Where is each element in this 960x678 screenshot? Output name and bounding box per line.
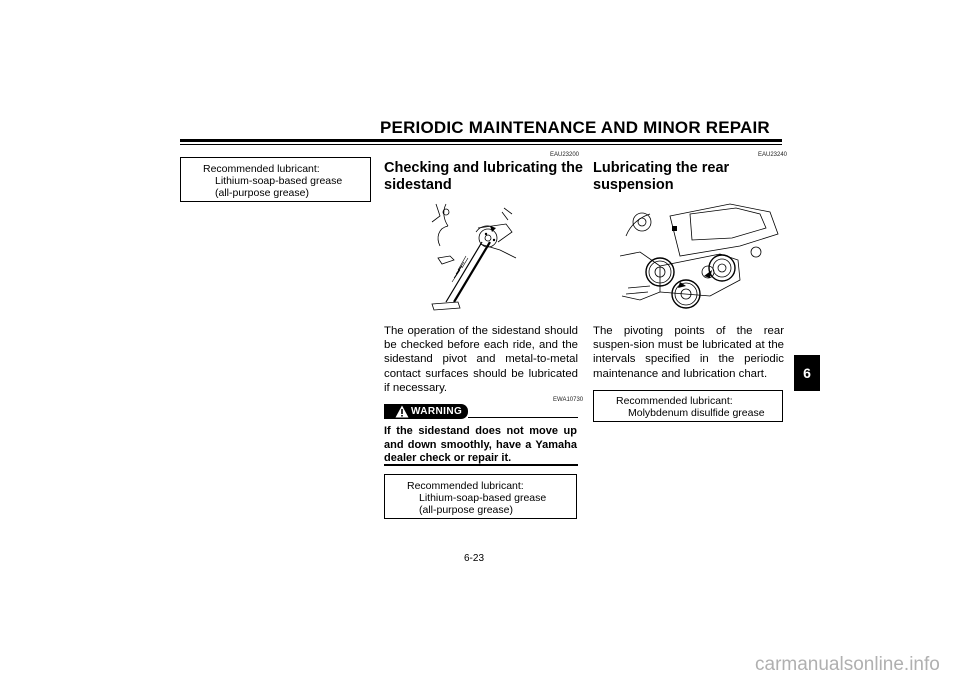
lubricant-note: (all-purpose grease) xyxy=(419,504,513,516)
lubricant-heading: Recommended lubricant: xyxy=(407,480,524,492)
lubricant-name: Lithium-soap-based grease xyxy=(215,175,343,187)
section-code: EAU23240 xyxy=(758,152,788,158)
section-title-line: Lubricating the rear xyxy=(593,160,730,176)
section-title-line: suspension xyxy=(593,177,674,193)
lubricant-box-left xyxy=(180,157,371,202)
warning-label: WARNING xyxy=(411,406,463,417)
sidestand-body-text: The operation of the sidestand should be checked before each ride, and the sidestand pivot and metal-to-metal contact surfaces should be lubricated if necessary. xyxy=(384,325,578,394)
lubricant-heading: Recommended lubricant: xyxy=(203,163,320,175)
section-code: EAU23200 xyxy=(550,152,580,158)
lubricant-note: (all-purpose grease) xyxy=(215,187,309,199)
lubricant-box-middle xyxy=(384,474,577,519)
sidestand-illustration xyxy=(418,198,518,316)
header-rule xyxy=(180,139,782,142)
page-number: 6-23 xyxy=(464,553,485,564)
warning-badge xyxy=(384,404,468,419)
warning-triangle-icon xyxy=(395,405,409,418)
lubricant-name: Molybdenum disulfide grease xyxy=(628,407,765,419)
section-title-sidestand xyxy=(384,160,583,194)
rear-suspension-body-text: The pivoting points of the rear suspen-sion must be lubricated at the intervals specified in the periodic maintenance and lubrication chart. xyxy=(593,325,784,380)
section-title-line: Checking and lubricating the xyxy=(384,160,583,176)
rear-suspension-illustration xyxy=(620,196,785,314)
lubricant-box-right xyxy=(593,390,783,422)
header-rule-thin xyxy=(180,144,782,145)
section-title-rear-suspension xyxy=(593,160,729,194)
watermark: carmanualsonline.info xyxy=(755,654,940,675)
warning-rule-bottom xyxy=(384,464,578,466)
lubricant-name: Lithium-soap-based grease xyxy=(419,492,547,504)
lubricant-heading: Recommended lubricant: xyxy=(616,395,733,407)
warning-rule xyxy=(468,417,578,418)
page-header-title: PERIODIC MAINTENANCE AND MINOR REPAIR xyxy=(380,118,770,137)
chapter-tab: 6 xyxy=(794,355,820,391)
warning-text: If the sidestand does not move up and down smoothly, have a Yamaha dealer check or repair it. xyxy=(384,425,577,464)
section-title-line: sidestand xyxy=(384,177,452,193)
warning-code: EWA10730 xyxy=(553,397,584,403)
